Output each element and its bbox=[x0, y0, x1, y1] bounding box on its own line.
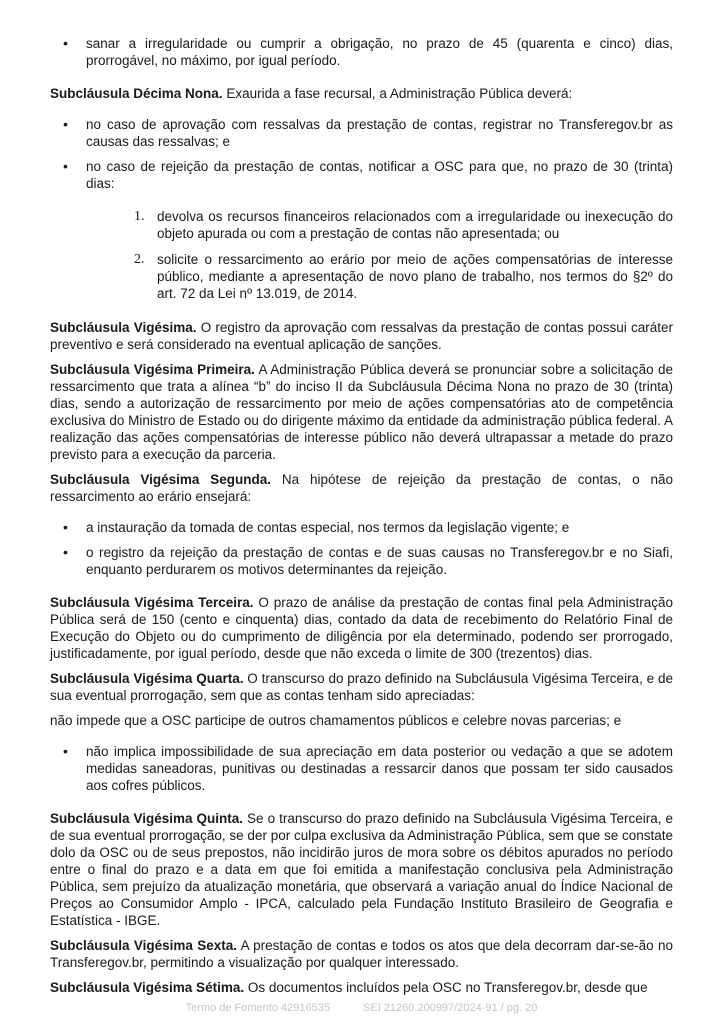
list-item: • no caso de rejeição da prestação de contas, notificar a OSC para que, no prazo de 30 (trinta) dias: bbox=[50, 158, 673, 192]
list-item: • a instauração da tomada de contas especial, nos termos da legislação vigente; e bbox=[50, 519, 673, 536]
paragraph-subclausula-24 bbox=[50, 670, 673, 704]
clause-heading: Subcláusula Vigésima. bbox=[50, 320, 197, 335]
list-item: • o registro da rejeição da prestação de contas e de suas causas no Transferegov.br e no Siafi, enquanto perdurarem os motivos determinantes da rejeição. bbox=[50, 544, 673, 578]
footer-document-id: Termo de Fomento 42916535 bbox=[185, 1002, 330, 1014]
clause-text: A prestação de contas e todos os atos que dela decorram dar-se-ão no Transferegov.br, permitindo a visualização por qualquer interessado. bbox=[50, 938, 673, 970]
page-footer bbox=[0, 1000, 723, 1017]
clause-heading: Subcláusula Vigésima Terceira. bbox=[50, 595, 254, 610]
clause-text: Exaurida a fase recursal, a Administração Pública deverá: bbox=[222, 86, 573, 101]
footer-page-ref: SEI 21260.200997/2024-91 / pg. 20 bbox=[363, 1002, 538, 1014]
paragraph-subclausula-23 bbox=[50, 594, 673, 662]
clause-heading: Subcláusula Décima Nona. bbox=[50, 86, 223, 101]
clause-text: A Administração Pública deverá se pronunciar sobre a solicitação de ressarcimento que trata a alínea “b” do inciso II da Subcláusula Décima Nona no prazo de 30 (trinta) dias, sendo a autorização de ressarcimento por meio de ações compensatórias ato de competência exclusiva do Ministro de Estado ou do dirigente máximo da entidade da administração pública federal. A realização das ações compensatórias de interesse público não deverá ultrapassar a metade do prazo previsto para a execução da parceria. bbox=[50, 362, 673, 462]
list-item: • não implica impossibilidade de sua apreciação em data posterior ou vedação a que se adotem medidas saneadoras, punitivas ou destinadas a ressarcir danos que possam ter sido causados aos cofres públicos. bbox=[50, 743, 673, 794]
paragraph-plain: não impede que a OSC participe de outros chamamentos públicos e celebre novas parcerias; e bbox=[50, 713, 622, 728]
paragraph-subclausula-19 bbox=[50, 85, 673, 102]
paragraph-subclausula-20 bbox=[50, 319, 673, 353]
paragraph-subclausula-26 bbox=[50, 937, 673, 971]
paragraph-subclausula-27 bbox=[50, 979, 673, 996]
numbered-item bbox=[50, 208, 673, 242]
item-text: devolva os recursos financeiros relacionados com a irregularidade ou inexecução do objeto apurada ou com a prestação de contas não apresentada; ou bbox=[157, 209, 673, 241]
list-item: • sanar a irregularidade ou cumprir a obrigação, no prazo de 45 (quarenta e cinco) dias, prorrogável, no máximo, por igual período. bbox=[50, 35, 673, 69]
clause-heading: Subcláusula Vigésima Sétima. bbox=[50, 980, 245, 995]
clause-heading: Subcláusula Vigésima Sexta. bbox=[50, 938, 237, 953]
clause-text: O prazo de análise da prestação de contas final pela Administração Pública será de 150 (cento e cinquenta) dias, contado da data de recebimento do Relatório Final de Execução do Objeto ou do cumprimento de diligência por ela determinado, podendo ser prorrogado, justificadamente, por igual período, desde que não exceda o limite de 300 (trezentos) dias. bbox=[50, 595, 673, 661]
clause-heading: Subcláusula Vigésima Quinta. bbox=[50, 811, 244, 826]
clause-text: Se o transcurso do prazo definido na Subcláusula Vigésima Terceira, e de sua eventual prorrogação, se der por culpa exclusiva da Administração Pública, sem que se constate dolo da OSC ou de seus prepostos, não incidirão juros de mora sobre os débitos apurados no período entre o final do prazo e a data em que foi emitida a manifestação conclusiva pela Administração Pública, sem prejuízo da atualização monetária, que observará a variação anual do Índice Nacional de Preços ao Consumidor Amplo - IPCA, calculado pela Fundação Instituto Brasileiro de Geografia e Estatística - IBGE. bbox=[50, 811, 674, 928]
clause-heading: Subcláusula Vigésima Quarta. bbox=[50, 671, 244, 686]
item-number: 2. bbox=[134, 252, 145, 267]
paragraph-subclausula-22 bbox=[50, 471, 673, 505]
clause-text: O transcurso do prazo definido na Subcláusula Vigésima Terceira, e de sua eventual prorrogação, sem que as contas tenham sido apreciadas: bbox=[50, 671, 673, 703]
clause-text: Na hipótese de rejeição da prestação de contas, o não ressarcimento ao erário ensejará: bbox=[50, 472, 673, 504]
numbered-item bbox=[50, 251, 673, 302]
clause-text: O registro da aprovação com ressalvas da prestação de contas possui caráter preventivo e será considerado na eventual aplicação de sanções. bbox=[50, 320, 673, 352]
clause-heading: Subcláusula Vigésima Segunda. bbox=[50, 472, 272, 487]
paragraph-subclausula-21 bbox=[50, 361, 673, 463]
clause-text: Os documentos incluídos pela OSC no Transferegov.br, desde que bbox=[244, 980, 648, 995]
clause-heading: Subcláusula Vigésima Primeira. bbox=[50, 362, 255, 377]
item-text: solicite o ressarcimento ao erário por meio de ações compensatórias de interesse público, mediante a apresentação de novo plano de trabalho, nos termos do §2º do art. 72 da Lei nº 13.019, de 2014. bbox=[157, 252, 673, 301]
paragraph-subclausula-25 bbox=[50, 810, 673, 929]
list-item: • no caso de aprovação com ressalvas da prestação de contas, registrar no Transferegov.br as causas das ressalvas; e bbox=[50, 116, 673, 150]
item-number: 1. bbox=[134, 209, 145, 224]
